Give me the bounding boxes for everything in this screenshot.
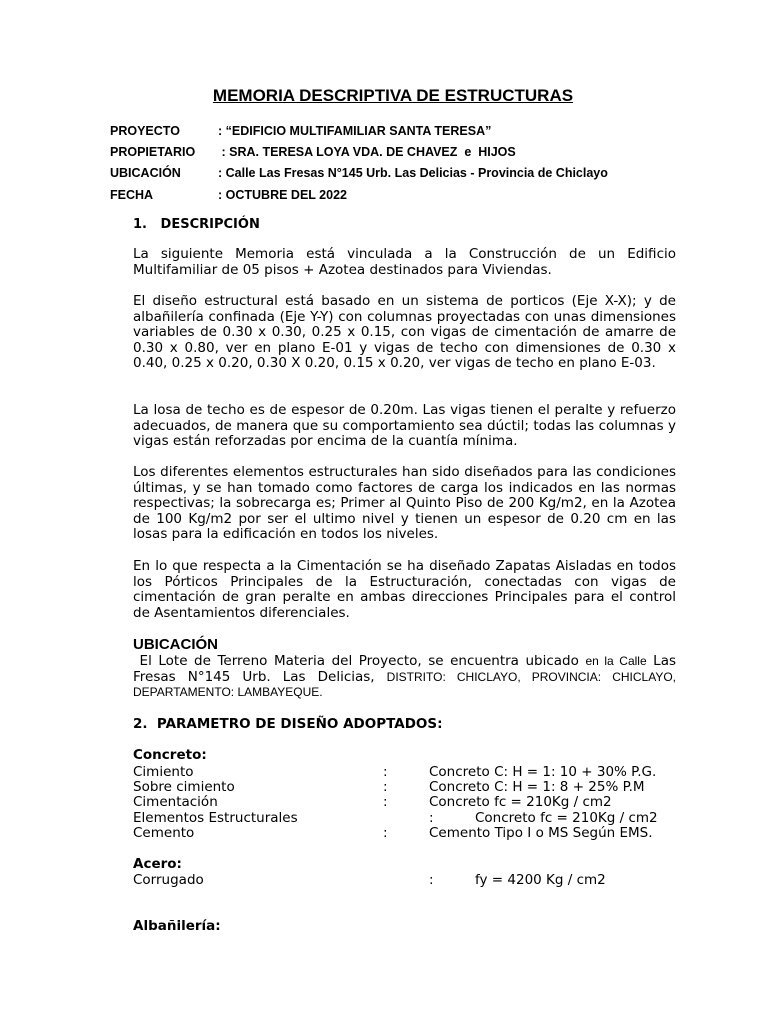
param-value: fy = 4200 Kg / cm2 [475,872,606,888]
param-value: Concreto fc = 210Kg / cm2 [475,810,658,826]
paragraph: La siguiente Memoria está vinculada a la Construcción de un Edificio Multifamiliar de 05 pisos + Azotea destinados para Viviendas. [133,246,676,278]
param-row [133,810,693,826]
param-colon: : [429,872,434,888]
param-colon: : [383,779,388,795]
param-value: Cemento Tipo I o MS Según EMS. [429,825,653,841]
param-row [133,794,693,810]
paragraph: El diseño estructural está basado en un sistema de porticos (Eje X-X); y de albañilería confinada (Eje Y-Y) con columnas proyectadas con unas dimensiones variables de 0.30 x 0.30, 0.25 x 0.15, con vigas de cimentación de amarre de 0.30 x 0.80, ver en plano E-01 y vigas de techo con dimensiones de 0.30 x 0.40, 0.25 x 0.20, 0.30 X 0.20, 0.15 x 0.20, ver vigas de techo en plano E-03. [133,293,676,371]
param-colon: : [383,764,388,780]
param-value: Concreto C: H = 1: 10 + 30% P.G. [429,764,657,780]
param-row [133,825,693,841]
param-row [133,779,693,795]
info-row-fecha [110,188,347,202]
section-heading-parametros: 2. PARAMETRO DE DISEÑO ADOPTADOS: [133,716,443,732]
subheading-acero: Acero: [133,856,182,872]
info-row-ubicacion [110,166,608,180]
info-row-proyecto [110,124,491,138]
info-label: PROPIETARIO [110,145,196,159]
subheading-concreto: Concreto: [133,747,207,763]
info-label: UBICACIÓN [110,166,181,180]
ubicacion-paragraph [133,654,676,701]
ubicacion-text-small: en la Calle [585,654,647,668]
param-label: Corrugado [133,872,204,888]
info-label: PROYECTO [110,124,180,138]
info-label: FECHA [110,188,154,202]
ubicacion-text: El Lote de Terreno Materia del Proyecto, se encuentra ubicado [133,653,586,669]
ubicacion-text-small: DISTRITO: CHICLAYO, PROVINCIA: CHICLAYO, DEPARTAMENTO: LAMBAYEQUE. [133,669,676,699]
info-row-propietario [110,145,516,159]
param-label: Cemento [133,825,195,841]
param-value: Concreto fc = 210Kg / cm2 [429,794,612,810]
param-colon: : [429,810,434,826]
param-label: Cimiento [133,764,194,780]
param-row [133,764,693,780]
section-heading-ubicacion: UBICACIÓN [133,636,218,653]
info-value: : SRA. TERESA LOYA VDA. DE CHAVEZ e HIJOS [218,145,516,159]
paragraph: En lo que respecta a la Cimentación se ha diseñado Zapatas Aisladas en todos los Pórticos Principales de la Estructuración, conectadas con vigas de cimentación de gran peralte en ambas direcciones Principales para el control de Asentamientos diferenciales. [133,558,676,621]
info-value: : OCTUBRE DEL 2022 [218,188,347,202]
section-heading-descripcion: 1. DESCRIPCIÓN [133,217,260,232]
param-row [133,872,693,888]
document-title: MEMORIA DESCRIPTIVA DE ESTRUCTURAS [212,86,574,105]
paragraph: Los diferentes elementos estructurales han sido diseñados para las condiciones últimas, y se han tomado como factores de carga los indicados en las normas respectivas; la sobrecarga es; Primer al Quinto Piso de 200 Kg/m2, en la Azotea de 100 Kg/m2 por ser el ultimo nivel y tienen un espesor de 0.20 cm en las losas para la edificación en todos los niveles. [133,464,676,542]
param-colon: : [383,825,388,841]
param-colon: : [383,794,388,810]
ubicacion-text: Las Fresas N°145 Urb. Las Delicias, [133,653,677,685]
param-value: Concreto C: H = 1: 8 + 25% P.M [429,779,645,795]
subheading-albanileria: Albañilería: [133,918,221,934]
paragraph: La losa de techo es de espesor de 0.20m. Las vigas tienen el peralte y refuerzo adecuados, de manera que su comportamiento sea dúctil; todas las columnas y vigas están reforzadas por encima de la cuantía mínima. [133,402,676,449]
param-label: Sobre cimiento [133,779,235,795]
param-label: Elementos Estructurales [133,810,298,826]
info-value: : “EDIFICIO MULTIFAMILIAR SANTA TERESA” [218,124,492,138]
info-value: : Calle Las Fresas N°145 Urb. Las Delicias - Provincia de Chiclayo [218,166,608,180]
param-label: Cimentación [133,794,218,810]
